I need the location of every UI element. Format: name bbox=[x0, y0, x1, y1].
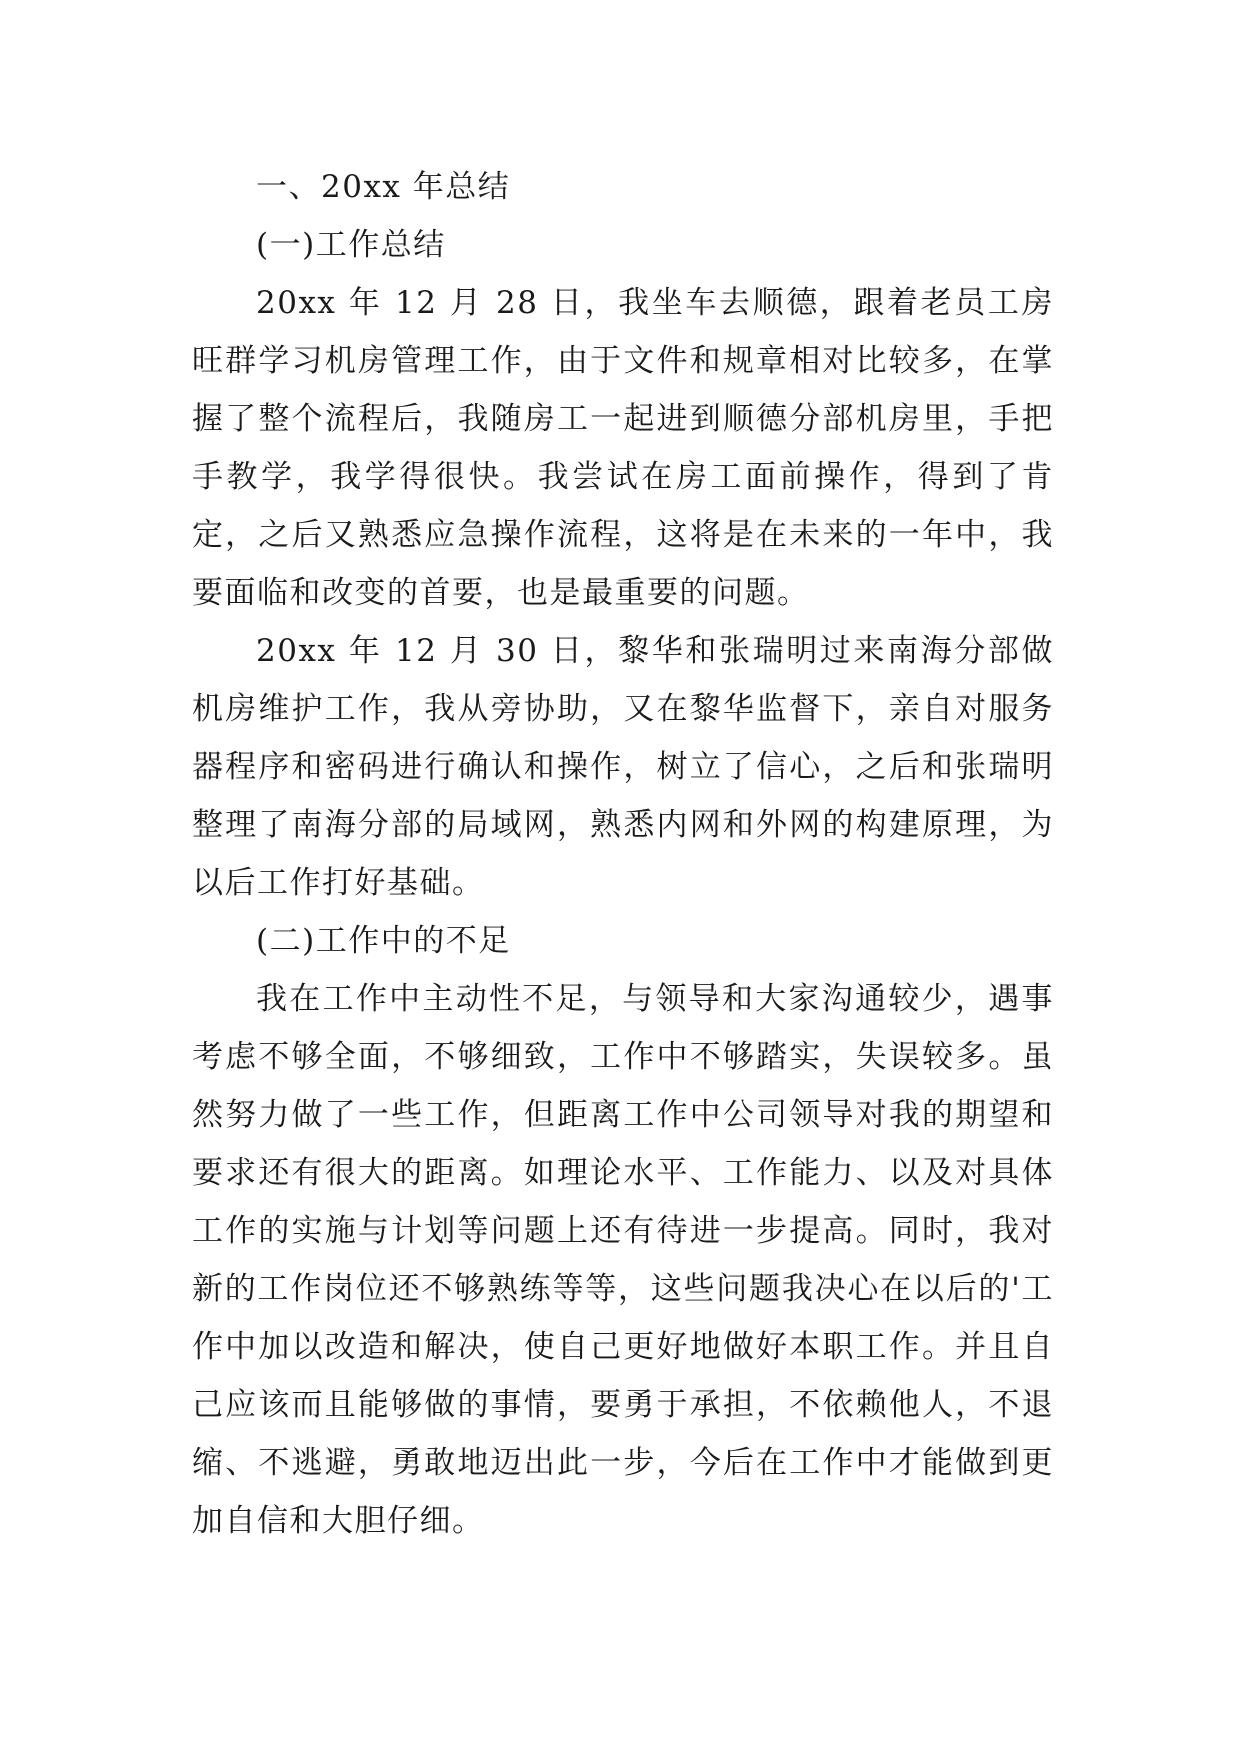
subsection-heading-shortcomings: (二)工作中的不足 bbox=[256, 923, 511, 959]
section-heading-summary: 一、20xx 年总结 bbox=[256, 169, 511, 205]
paragraph-dec-28: 20xx 年 12 月 28 日，我坐车去顺德，跟着老员工房旺群学习机房管理工作，由于文件和规章相对比较多，在掌握了整个流程后，我随房工一起进到顺德分部机房里，手把手教学，我学得很快。我尝试在房工面前操作，得到了肯定，之后又熟悉应急操作流程，这将是在未来的一年中，我要面临和改变的首要，也是最重要的问题。 bbox=[192, 285, 1054, 611]
subsection-heading-work-summary: (一)工作总结 bbox=[256, 227, 446, 263]
document-body bbox=[192, 158, 1054, 1550]
paragraph-dec-30: 20xx 年 12 月 30 日，黎华和张瑞明过来南海分部做机房维护工作，我从旁协助，又在黎华监督下，亲自对服务器程序和密码进行确认和操作，树立了信心，之后和张瑞明整理了南海分部的局域网，熟悉内网和外网的构建原理，为以后工作打好基础。 bbox=[192, 633, 1054, 901]
paragraph-shortcomings: 我在工作中主动性不足，与领导和大家沟通较少，遇事考虑不够全面，不够细致，工作中不够踏实，失误较多。虽然努力做了一些工作，但距离工作中公司领导对我的期望和要求还有很大的距离。如理论水平、工作能力、以及对具体工作的实施与计划等问题上还有待进一步提高。同时，我对新的工作岗位还不够熟练等等，这些问题我决心在以后的'工作中加以改造和解决，使自己更好地做好本职工作。并且自己应该而且能够做的事情，要勇于承担，不依赖他人，不退缩、不逃避，勇敢地迈出此一步，今后在工作中才能做到更加自信和大胆仔细。 bbox=[192, 981, 1054, 1539]
